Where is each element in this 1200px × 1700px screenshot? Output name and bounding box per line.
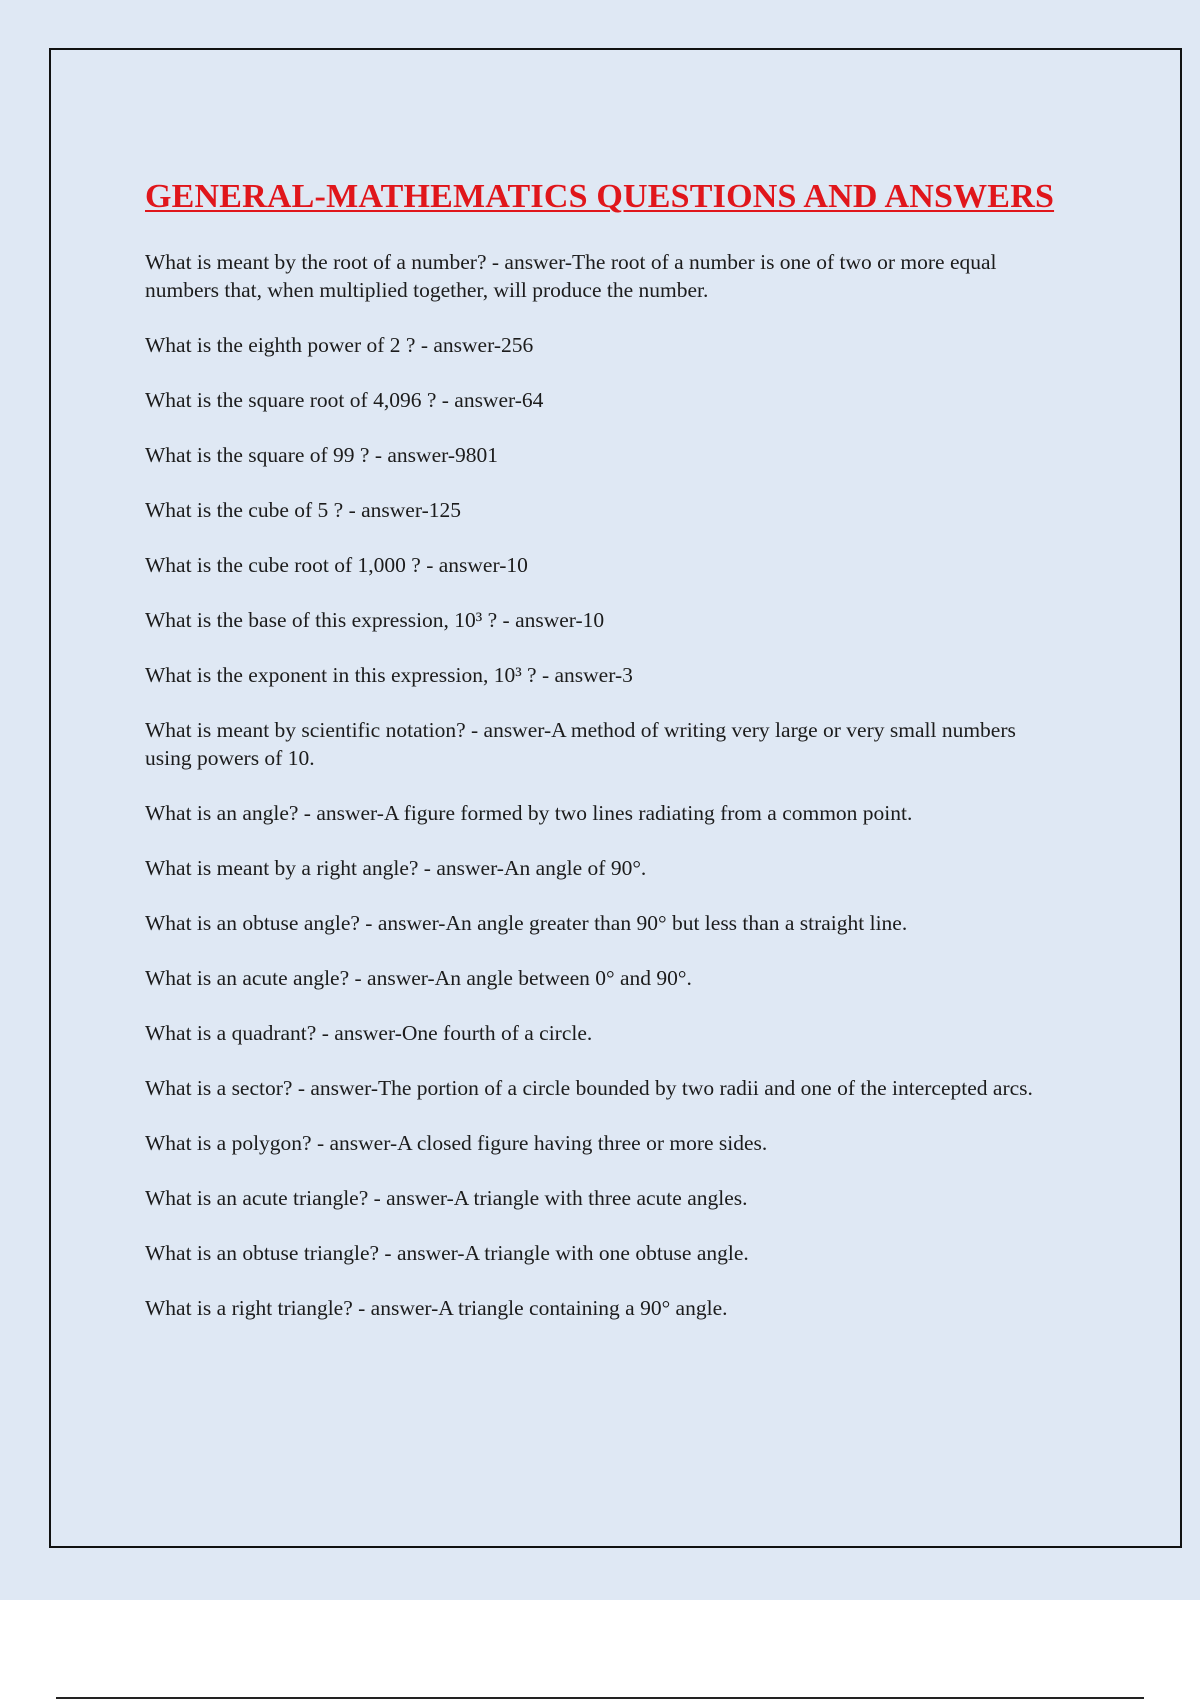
qa-item: What is the square root of 4,096 ? - answer-64 bbox=[145, 388, 544, 412]
qa-item: What is an obtuse triangle? - answer-A triangle with one obtuse angle. bbox=[145, 1241, 749, 1265]
qa-item: What is a sector? - answer-The portion of a circle bounded by two radii and one of the intercepted arcs. bbox=[145, 1076, 1033, 1100]
document-content bbox=[145, 175, 1065, 1349]
qa-item: What is a polygon? - answer-A closed figure having three or more sides. bbox=[145, 1131, 768, 1155]
qa-item: What is meant by a right angle? - answer-An angle of 90°. bbox=[145, 856, 647, 880]
qa-item: What is the cube of 5 ? - answer-125 bbox=[145, 498, 461, 522]
qa-list bbox=[145, 248, 1065, 1322]
qa-item: What is an obtuse angle? - answer-An angle greater than 90° but less than a straight line. bbox=[145, 911, 908, 935]
qa-item: What is the base of this expression, 10³ ? - answer-10 bbox=[145, 608, 605, 632]
qa-item: What is the exponent in this expression, 10³ ? - answer-3 bbox=[145, 663, 633, 687]
qa-item: What is meant by the root of a number? - answer-The root of a number is one of two or more equal numbers that, when multiplied together, will produce the number. bbox=[145, 250, 997, 302]
qa-item: What is an angle? - answer-A figure formed by two lines radiating from a common point. bbox=[145, 801, 913, 825]
qa-item: What is the cube root of 1,000 ? - answer-10 bbox=[145, 553, 528, 577]
qa-item: What is an acute angle? - answer-An angle between 0° and 90°. bbox=[145, 966, 692, 990]
qa-item: What is meant by scientific notation? - answer-A method of writing very large or very small numbers using powers of 10. bbox=[145, 718, 1016, 770]
qa-item: What is a quadrant? - answer-One fourth of a circle. bbox=[145, 1021, 593, 1045]
qa-item: What is an acute triangle? - answer-A triangle with three acute angles. bbox=[145, 1186, 748, 1210]
footer-rule bbox=[56, 1697, 1144, 1699]
qa-item: What is a right triangle? - answer-A triangle containing a 90° angle. bbox=[145, 1296, 728, 1320]
qa-item: What is the eighth power of 2 ? - answer-256 bbox=[145, 333, 534, 357]
document-title: GENERAL-MATHEMATICS QUESTIONS AND ANSWERS bbox=[145, 178, 1055, 215]
qa-item: What is the square of 99 ? - answer-9801 bbox=[145, 443, 499, 467]
